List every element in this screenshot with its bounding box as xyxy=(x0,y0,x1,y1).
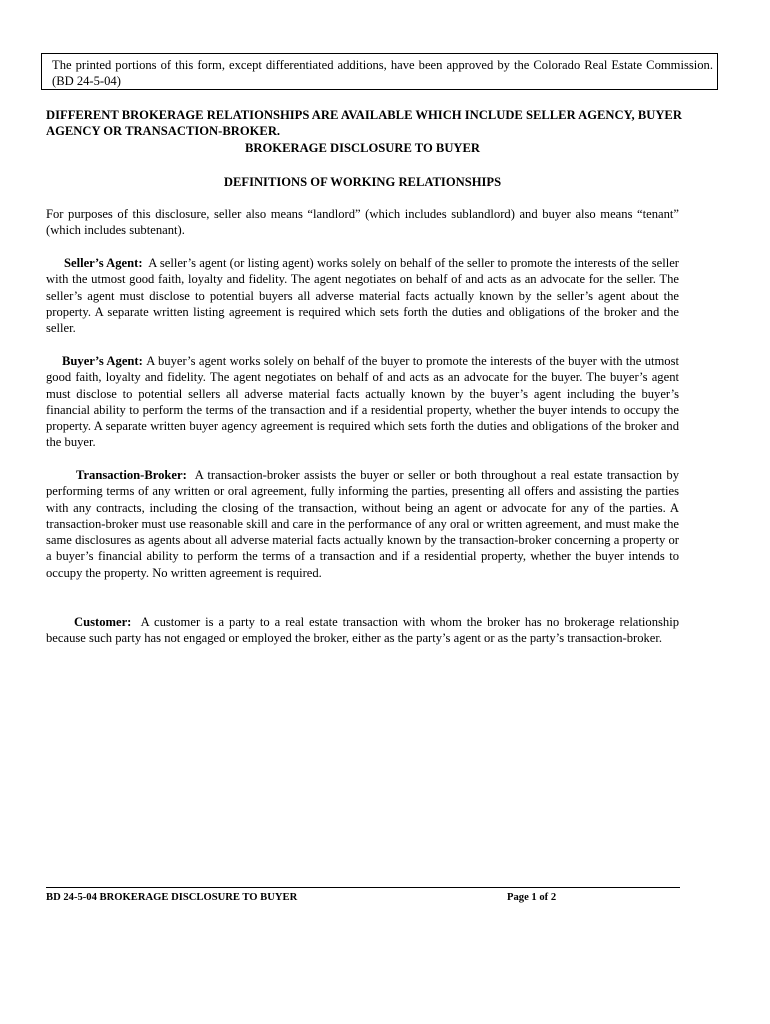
buyers-agent-text: A buyer’s agent works solely on behalf of the buyer to promote the interests of the buyer with the utmost good faith, loyalty and fidelity. The agent negotiates on behalf of and acts as an advocate for the buyer. The buyer’s agent must disclose to potential sellers all adverse material facts actually known by the buyer’s agent including the buyer’s financial ability to perform the terms of the transaction and if a residential property, whether the buyer intends to occupy the property. A separate written buyer agency agreement is required which sets forth the duties and obligations of the broker and the buyer. xyxy=(46,354,679,450)
customer-paragraph xyxy=(46,614,679,647)
footer-form-id: BD 24-5-04 BROKERAGE DISCLOSURE TO BUYER xyxy=(46,892,298,903)
transaction-broker-text: A transaction-broker assists the buyer or seller or both throughout a real estate transaction by performing terms of any written or oral agreement, fully informing the parties, presenting all offers and assisting the parties with any contracts, including the closing of the transaction, without being an agent or advocate for any of the parties. A transaction-broker must use reasonable skill and care in the performance of any oral or written agreement, and must make the same disclosures as agents about all adverse material facts actually known by the transaction-broker concerning a property or a buyer’s financial ability to perform the terms of a transaction and if a residential property, whether the buyer intends to occupy the property. No written agreement is required. xyxy=(46,468,679,580)
buyers-agent-paragraph xyxy=(46,353,679,451)
transaction-broker-term: Transaction-Broker: xyxy=(76,468,187,482)
approval-notice xyxy=(41,53,718,90)
intro-paragraph: For purposes of this disclosure, seller also means “landlord” (which includes sublandlord) and buyer also means “tenant” (which includes subtenant). xyxy=(46,207,679,238)
customer-text: A customer is a party to a real estate transaction with whom the broker has no brokerage relationship because such party has not engaged or employed the broker, either as the party’s agent or as the party’s transaction-broker. xyxy=(46,615,679,646)
customer-term: Customer: xyxy=(74,615,132,629)
transaction-broker-paragraph xyxy=(46,467,679,581)
sellers-agent-text: A seller’s agent (or listing agent) works solely on behalf of the seller to promote the interests of the seller with the utmost good faith, loyalty and fidelity. The agent negotiates on behalf of and acts as an advocate for the seller. The seller’s agent must disclose to potential buyers all adverse material facts actually known by the seller’s agent about the property. A separate written listing agreement is required which sets forth the duties and obligations of the broker and the seller. xyxy=(46,256,679,336)
relationships-heading: DIFFERENT BROKERAGE RELATIONSHIPS ARE AVAILABLE WHICH INCLUDE SELLER AGENCY, BUYER AGENCY OR TRANSACTION-BROKER. xyxy=(46,108,682,139)
buyers-agent-term: Buyer’s Agent: xyxy=(62,354,143,368)
footer-divider xyxy=(46,887,680,888)
definitions-heading: DEFINITIONS OF WORKING RELATIONSHIPS xyxy=(223,175,502,189)
sellers-agent-paragraph xyxy=(46,255,679,336)
approval-notice-text: The printed portions of this form, except differentiated additions, have been approved by the Colorado Real Estate Commission. (BD 24-5-04) xyxy=(52,58,713,89)
document-title: BROKERAGE DISCLOSURE TO BUYER xyxy=(244,141,481,155)
footer-page-number: Page 1 of 2 xyxy=(507,892,557,903)
sellers-agent-term: Seller’s Agent: xyxy=(64,256,143,270)
